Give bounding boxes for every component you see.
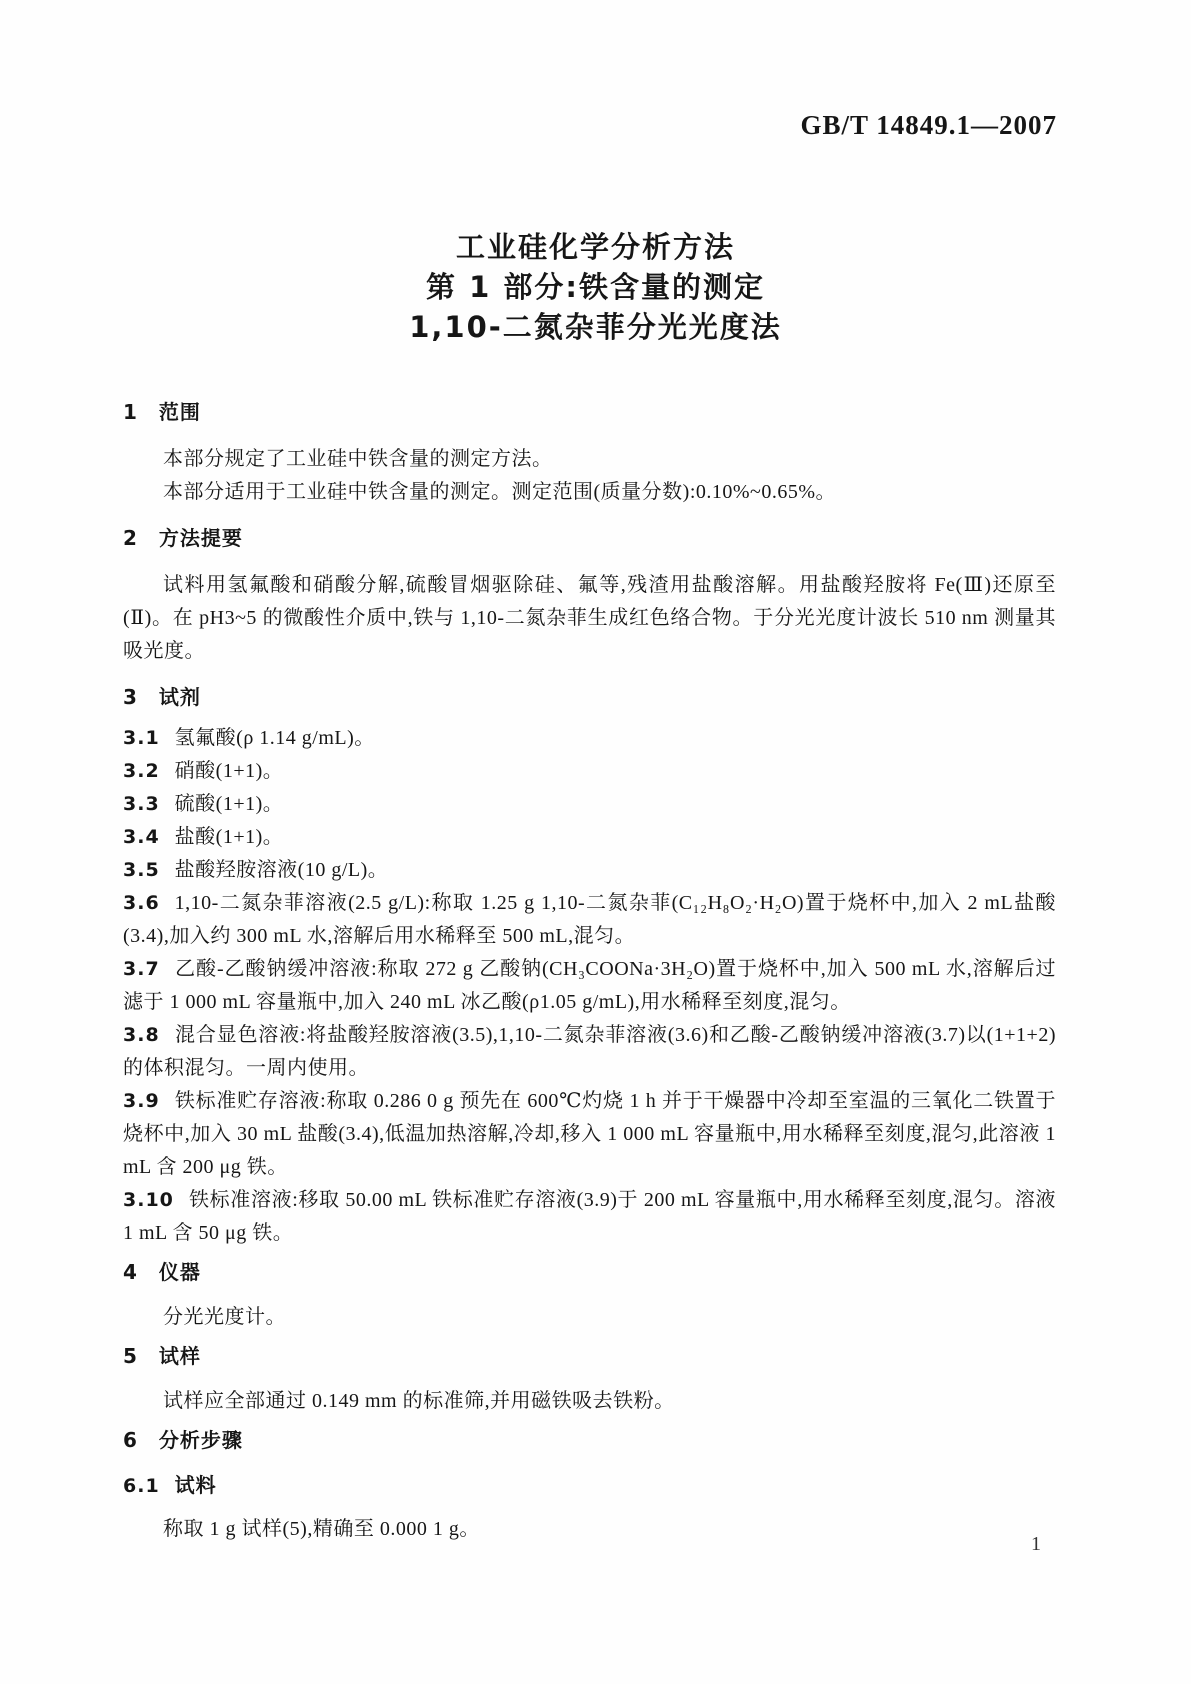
clause-number: 3.7 [123,958,160,980]
section-number: 3 [123,685,138,709]
title-line-3: 1,10-二氮杂菲分光光度法 [409,310,782,344]
clause-text: 1,10-二氮杂菲溶液(2.5 g/L):称取 1.25 g 1,10-二氮杂菲(C₁₂H₈O₂·H₂O)置于烧杯中,加入 2 mL盐酸(3.4),加入约 300 mL 水,溶解后用水稀释至 500 mL,混匀。 [123,892,1056,947]
section-title: 方法提要 [158,526,243,550]
clause-text: 乙酸-乙酸钠缓冲溶液:称取 272 g 乙酸钠(CH₃COONa·3H₂O)置于烧杯中,加入 500 mL 水,溶解后过滤于 1 000 mL 容量瓶中,加入 240 mL 冰乙酸(ρ1.05 g/mL),用水稀释至刻度,混匀。 [123,958,1056,1013]
clause-number: 3.1 [123,727,160,749]
clause-3.7 [123,953,1056,1019]
clause-3.3 [123,788,1056,821]
section-number: 1 [123,400,138,424]
clause-text: 盐酸(1+1)。 [174,826,284,848]
subsection-heading-6.1 [123,1469,1056,1503]
clause-number: 3.5 [123,859,160,881]
clause-text: 硫酸(1+1)。 [174,793,284,815]
section-title: 范围 [158,400,201,424]
paragraph: 本部分适用于工业硅中铁含量的测定。测定范围(质量分数):0.10%~0.65%。 [163,481,837,503]
clause-number: 3.8 [123,1024,160,1046]
clause-text: 铁标准贮存溶液:称取 0.286 0 g 预先在 600℃灼烧 1 h 并于干燥器中冷却至室温的三氧化二铁置于烧杯中,加入 30 mL 盐酸(3.4),低温加热溶解,冷却,移入 1 000 mL 容量瓶中,用水稀释至刻度,混匀,此溶液 1 mL 含 200 μg 铁。 [123,1090,1056,1178]
clause-number: 3.4 [123,826,160,848]
paragraph: 试样应全部通过 0.149 mm 的标准筛,并用磁铁吸去铁粉。 [163,1390,675,1412]
clause-3.2 [123,755,1056,788]
section-title: 仪器 [158,1260,201,1284]
section-heading-4 [123,1256,1056,1289]
clause-3.5 [123,854,1056,887]
clause-3.6 [123,887,1056,953]
paragraph: 称取 1 g 试样(5),精确至 0.000 1 g。 [163,1518,480,1540]
clause-number: 3.6 [123,892,160,914]
clause-3.9 [123,1085,1056,1184]
title-line-2: 第 1 部分:铁含量的测定 [426,270,765,304]
clause-number: 3.9 [123,1090,160,1112]
section-title: 分析步骤 [158,1428,243,1452]
section-number: 6 [123,1428,138,1452]
clause-number: 6.1 [123,1475,160,1497]
standard-code: GB/T 14849.1—2007 [800,110,1057,140]
paragraph: 试料用氢氟酸和硝酸分解,硫酸冒烟驱除硅、氟等,残渣用盐酸溶解。用盐酸羟胺将 Fe(Ⅲ)还原至(Ⅱ)。在 pH3~5 的微酸性介质中,铁与 1,10-二氮杂菲生成红色络合物。于分光光度计波长 510 nm 测量其吸光度。 [123,574,1056,662]
document-title [129,227,1062,347]
clause-number: 3.2 [123,760,160,782]
clause-text: 硝酸(1+1)。 [174,760,284,782]
page-number: 1 [1031,1533,1041,1555]
section-heading-2 [123,522,1056,555]
paragraph: 分光光度计。 [163,1306,286,1328]
clause-text: 试料 [174,1473,217,1497]
document-body [123,396,1056,1546]
clause-text: 盐酸羟胺溶液(10 g/L)。 [174,859,389,881]
section-number: 2 [123,526,138,550]
clause-text: 氢氟酸(ρ 1.14 g/mL)。 [174,727,375,749]
section-number: 4 [123,1260,138,1284]
clause-number: 3.10 [123,1189,174,1211]
section-heading-5 [123,1340,1056,1373]
paragraph: 本部分规定了工业硅中铁含量的测定方法。 [163,448,553,470]
section-number: 5 [123,1344,138,1368]
section-heading-1 [123,396,1056,429]
clause-3.1 [123,722,1056,755]
clause-3.10 [123,1184,1056,1250]
clause-text: 铁标准溶液:移取 50.00 mL 铁标准贮存溶液(3.9)于 200 mL 容量瓶中,用水稀释至刻度,混匀。溶液 1 mL 含 50 μg 铁。 [123,1189,1056,1244]
section-heading-3 [123,681,1056,714]
section-heading-6 [123,1424,1056,1457]
section-title: 试剂 [158,685,201,709]
clause-3.4 [123,821,1056,854]
clause-text: 混合显色溶液:将盐酸羟胺溶液(3.5),1,10-二氮杂菲溶液(3.6)和乙酸-乙酸钠缓冲溶液(3.7)以(1+1+2)的体积混匀。一周内使用。 [123,1024,1056,1079]
section-title: 试样 [158,1344,201,1368]
title-line-1: 工业硅化学分析方法 [455,230,735,264]
clause-number: 3.3 [123,793,160,815]
clause-3.8 [123,1019,1056,1085]
